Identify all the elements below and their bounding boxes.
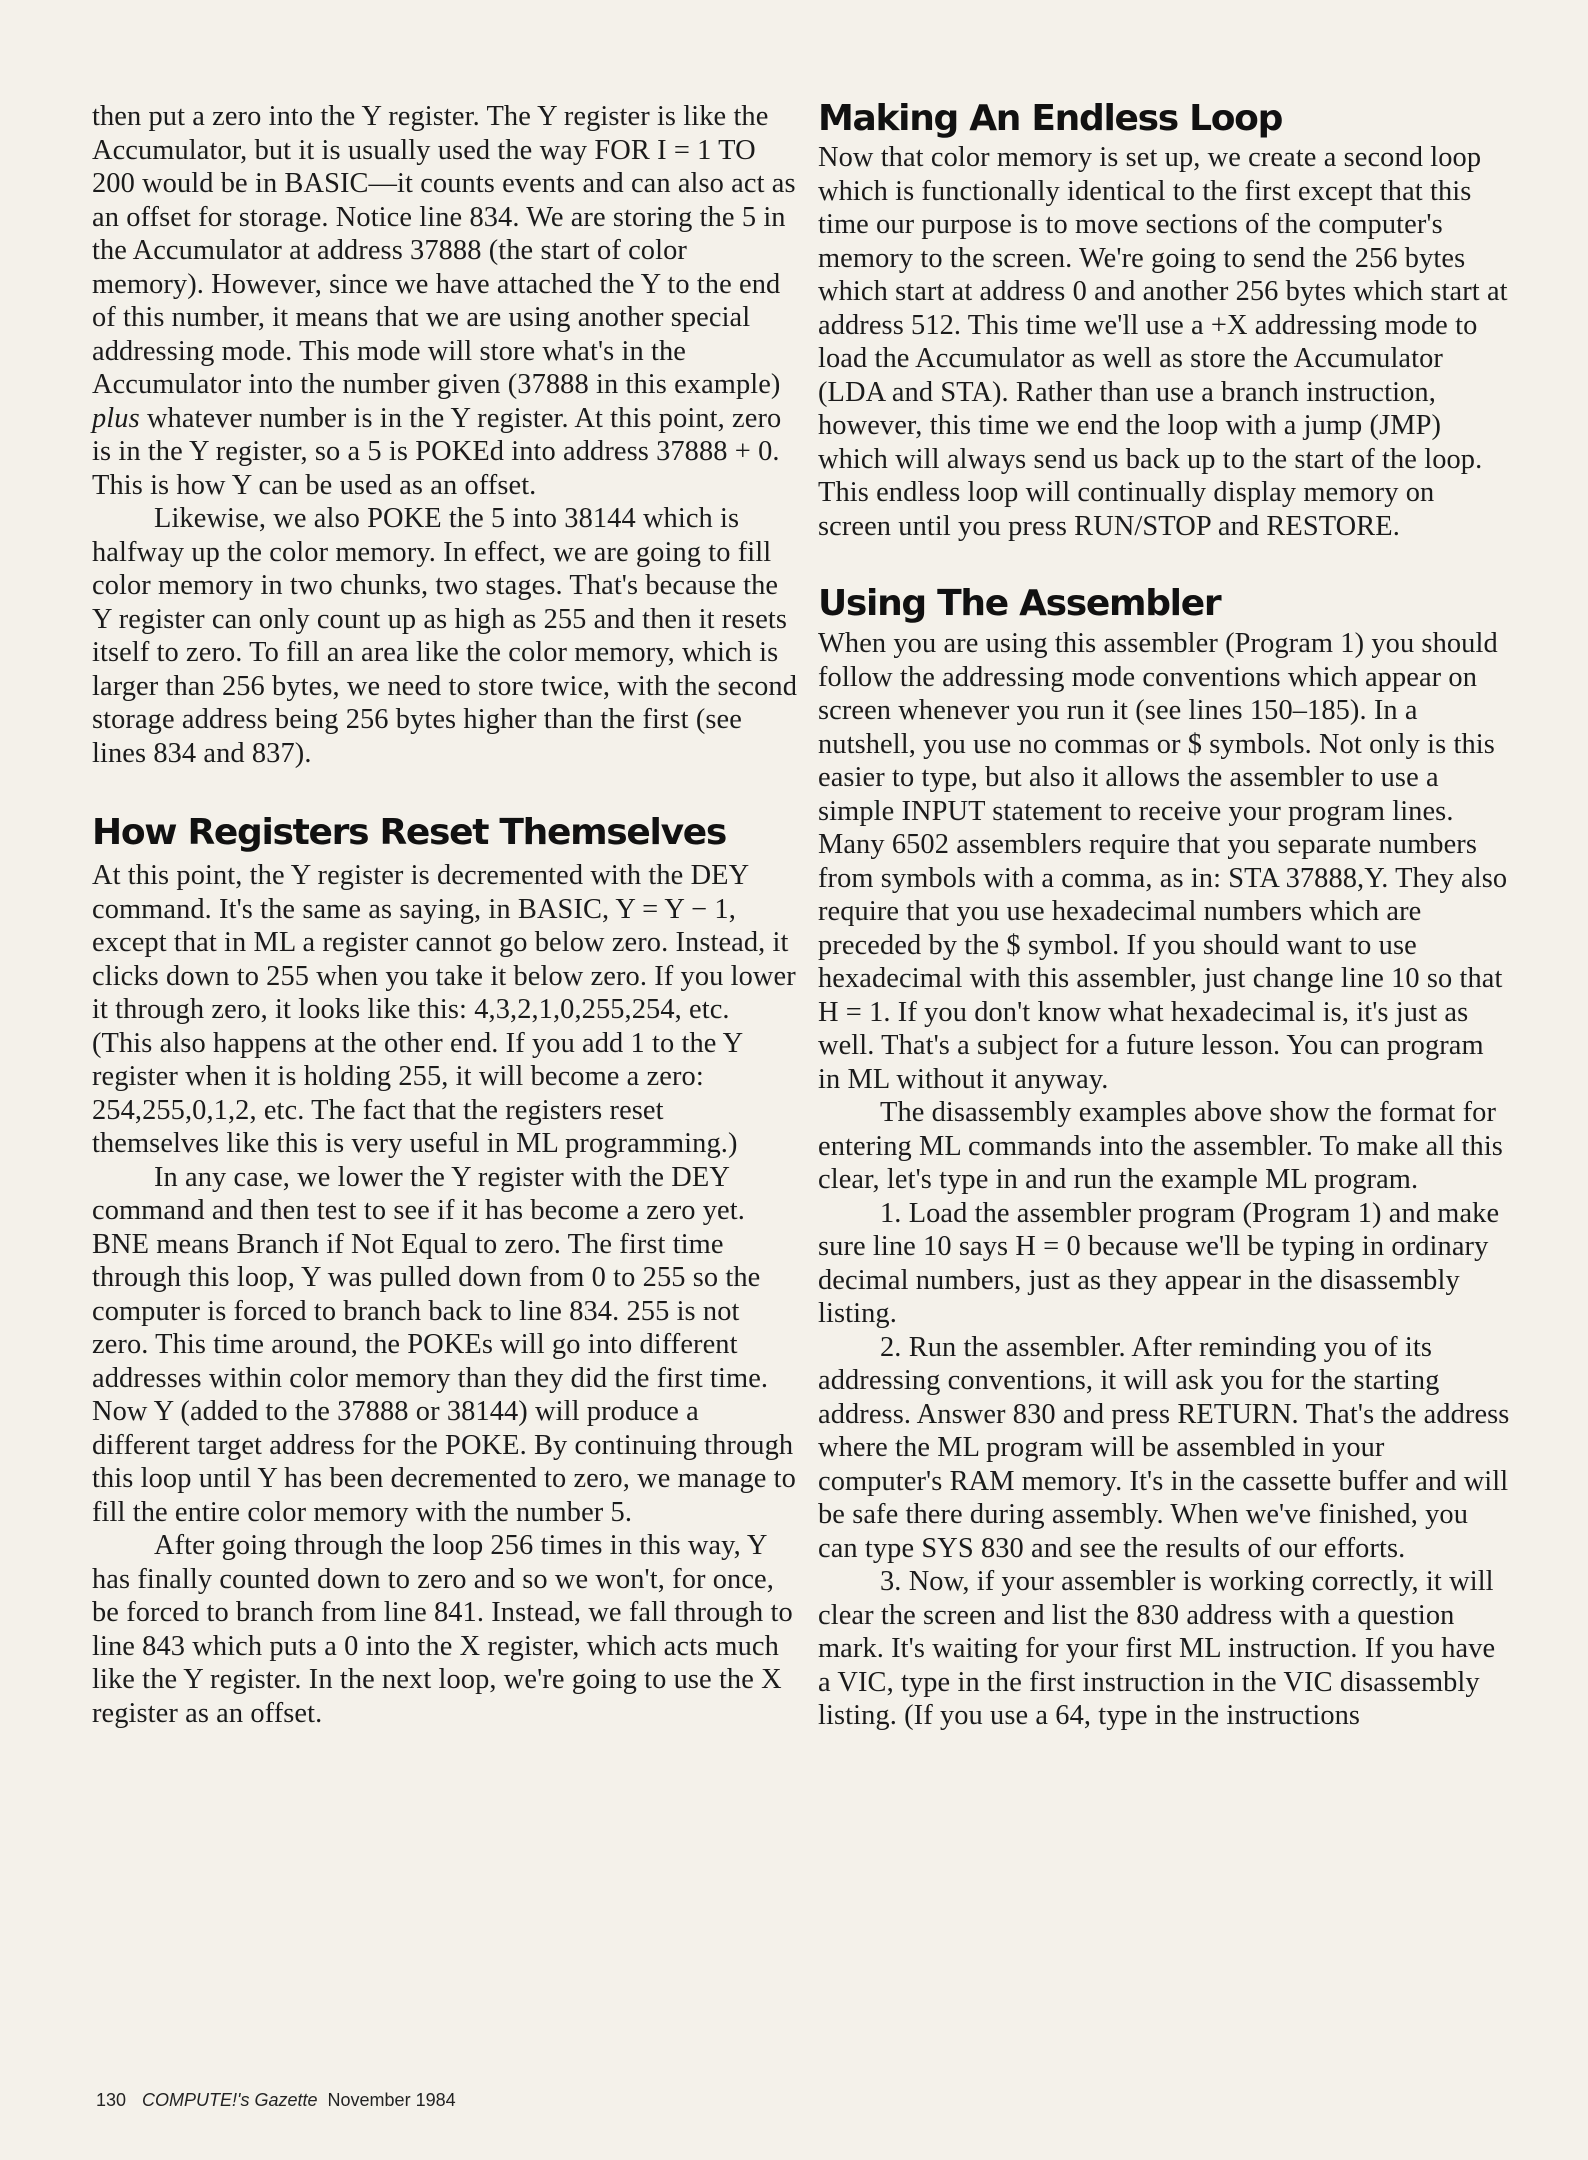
body-paragraph: After going through the loop 256 times in this way, Y has finally counted down to zero and so we won't, for once, be forced to branch from line 841. Instead, we fall through to line 843 which puts a 0 into the X register, which acts much like the Y register. In the next loop, we're going to use the X register as an offset. <box>92 1530 793 1729</box>
section-heading-assembler: Using The Assembler <box>818 583 1221 624</box>
left-column <box>92 100 797 1730</box>
section-heading-endless-loop: Making An Endless Loop <box>818 98 1283 139</box>
body-paragraph: 1. Load the assembler program (Program 1) and make sure line 10 says H = 0 because we'll be typing in ordinary decimal numbers, just as they appear in the disassembly listing. <box>818 1197 1500 1329</box>
right-column <box>818 98 1510 1733</box>
body-paragraph: Likewise, we also POKE the 5 into 38144 which is halfway up the color memory. In effect, we are going to fill color memory in two chunks, two stages. That's because the Y register can only count up as high as 255 and then it resets itself to zero. To fill an area like the color memory, which is larger than 256 bytes, we need to store twice, with the second storage address being 256 bytes higher than the first (see lines 834 and 837). <box>92 503 797 769</box>
section-heading-registers: How Registers Reset Themselves <box>92 812 726 853</box>
issue-date: November 1984 <box>327 2090 456 2110</box>
body-paragraph: Now that color memory is set up, we create a second loop which is functionally identical to the first except that this time our purpose is to move sections of the computer's memory to the screen. We're going to send the 256 bytes which start at address 0 and another 256 bytes which start at address 512. This time we'll use a +X addressing mode to load the Accumulator as well as store the Accumulator (LDA and STA). Rather than use a branch instruction, however, this time we end the loop with a jump (JMP) which will always send us back up to the start of the loop. This endless loop will continually display memory on screen until you press RUN/STOP and RESTORE. <box>818 142 1508 542</box>
page-number: 130 <box>96 2090 127 2110</box>
body-paragraph: 3. Now, if your assembler is working correctly, it will clear the screen and list the 830 address with a question mark. It's waiting for your first ML instruction. If you have a VIC, type in the first instruction in the VIC disassembly listing. (If you use a 64, type in the instructions <box>818 1566 1496 1731</box>
body-paragraph: then put a zero into the Y register. The Y register is like the Accumulator, but it is usually used the way FOR I = 1 TO 200 would be in BASIC—it counts events and can also act as an offset for storage. Notice line 834. We are storing the 5 in the Accumulator at address 37888 (the start of color memory). However, since we have attached the Y to the end of this number, it means that we are using another special addressing mode. This mode will store what's in the Accumulator into the number given (37888 in this example) plus whatever number is in the Y register. At this point, zero is in the Y register, so a 5 is POKEd into address 37888 + 0. This is how Y can be used as an offset. <box>92 101 796 501</box>
body-paragraph: 2. Run the assembler. After reminding you of its addressing conventions, it will ask you for the starting address. Answer 830 and press RETURN. That's the address where the ML program will be assembled in your computer's RAM memory. It's in the cassette buffer and will be safe there during assembly. When we've finished, you can type SYS 830 and see the results of our efforts. <box>818 1331 1510 1564</box>
body-paragraph: The disassembly examples above show the format for entering ML commands into the assembler. To make all this clear, let's type in and run the example ML program. <box>818 1097 1503 1195</box>
page-footer <box>96 2090 456 2111</box>
emphasis-plus: plus <box>92 402 140 434</box>
body-paragraph: In any case, we lower the Y register with the DEY command and then test to see if it has become a zero yet. BNE means Branch if Not Equal to zero. The first time through this loop, Y was pulled down from 0 to 255 so the computer is forced to branch back to line 834. 255 is not zero. This time around, the POKEs will go into different addresses within color memory than they did the first time. Now Y (added to the 37888 or 38144) will produce a different target address for the POKE. By continuing through this loop until Y has been decremented to zero, we manage to fill the entire color memory with the number 5. <box>92 1161 796 1528</box>
publication-name: COMPUTE!'s Gazette <box>142 2090 318 2110</box>
body-paragraph: At this point, the Y register is decremented with the DEY command. It's the same as saying, in BASIC, Y = Y − 1, except that in ML a register cannot go below zero. Instead, it clicks down to 255 when you take it below zero. If you lower it through zero, it looks like this: 4,3,2,1,0,255,254, etc. (This also happens at the other end. If you add 1 to the Y register when it is holding 255, it will become a zero: 254,255,0,1,2, etc. The fact that the registers reset themselves like this is very useful in ML programming.) <box>92 860 796 1159</box>
body-paragraph: When you are using this assembler (Program 1) you should follow the addressing mode conventions which appear on screen whenever you run it (see lines 150–185). In a nutshell, you use no commas or $ symbols. Not only is this easier to type, but also it allows the assembler to use a simple INPUT statement to receive your program lines. Many 6502 assemblers require that you separate numbers from symbols with a comma, as in: STA 37888,Y. They also require that you use hexadecimal numbers which are preceded by the $ symbol. If you should want to use hexadecimal with this assembler, just change line 10 so that H = 1. If you don't know what hexadecimal is, it's just as well. That's a subject for a future lesson. You can program in ML without it anyway. <box>818 628 1508 1095</box>
